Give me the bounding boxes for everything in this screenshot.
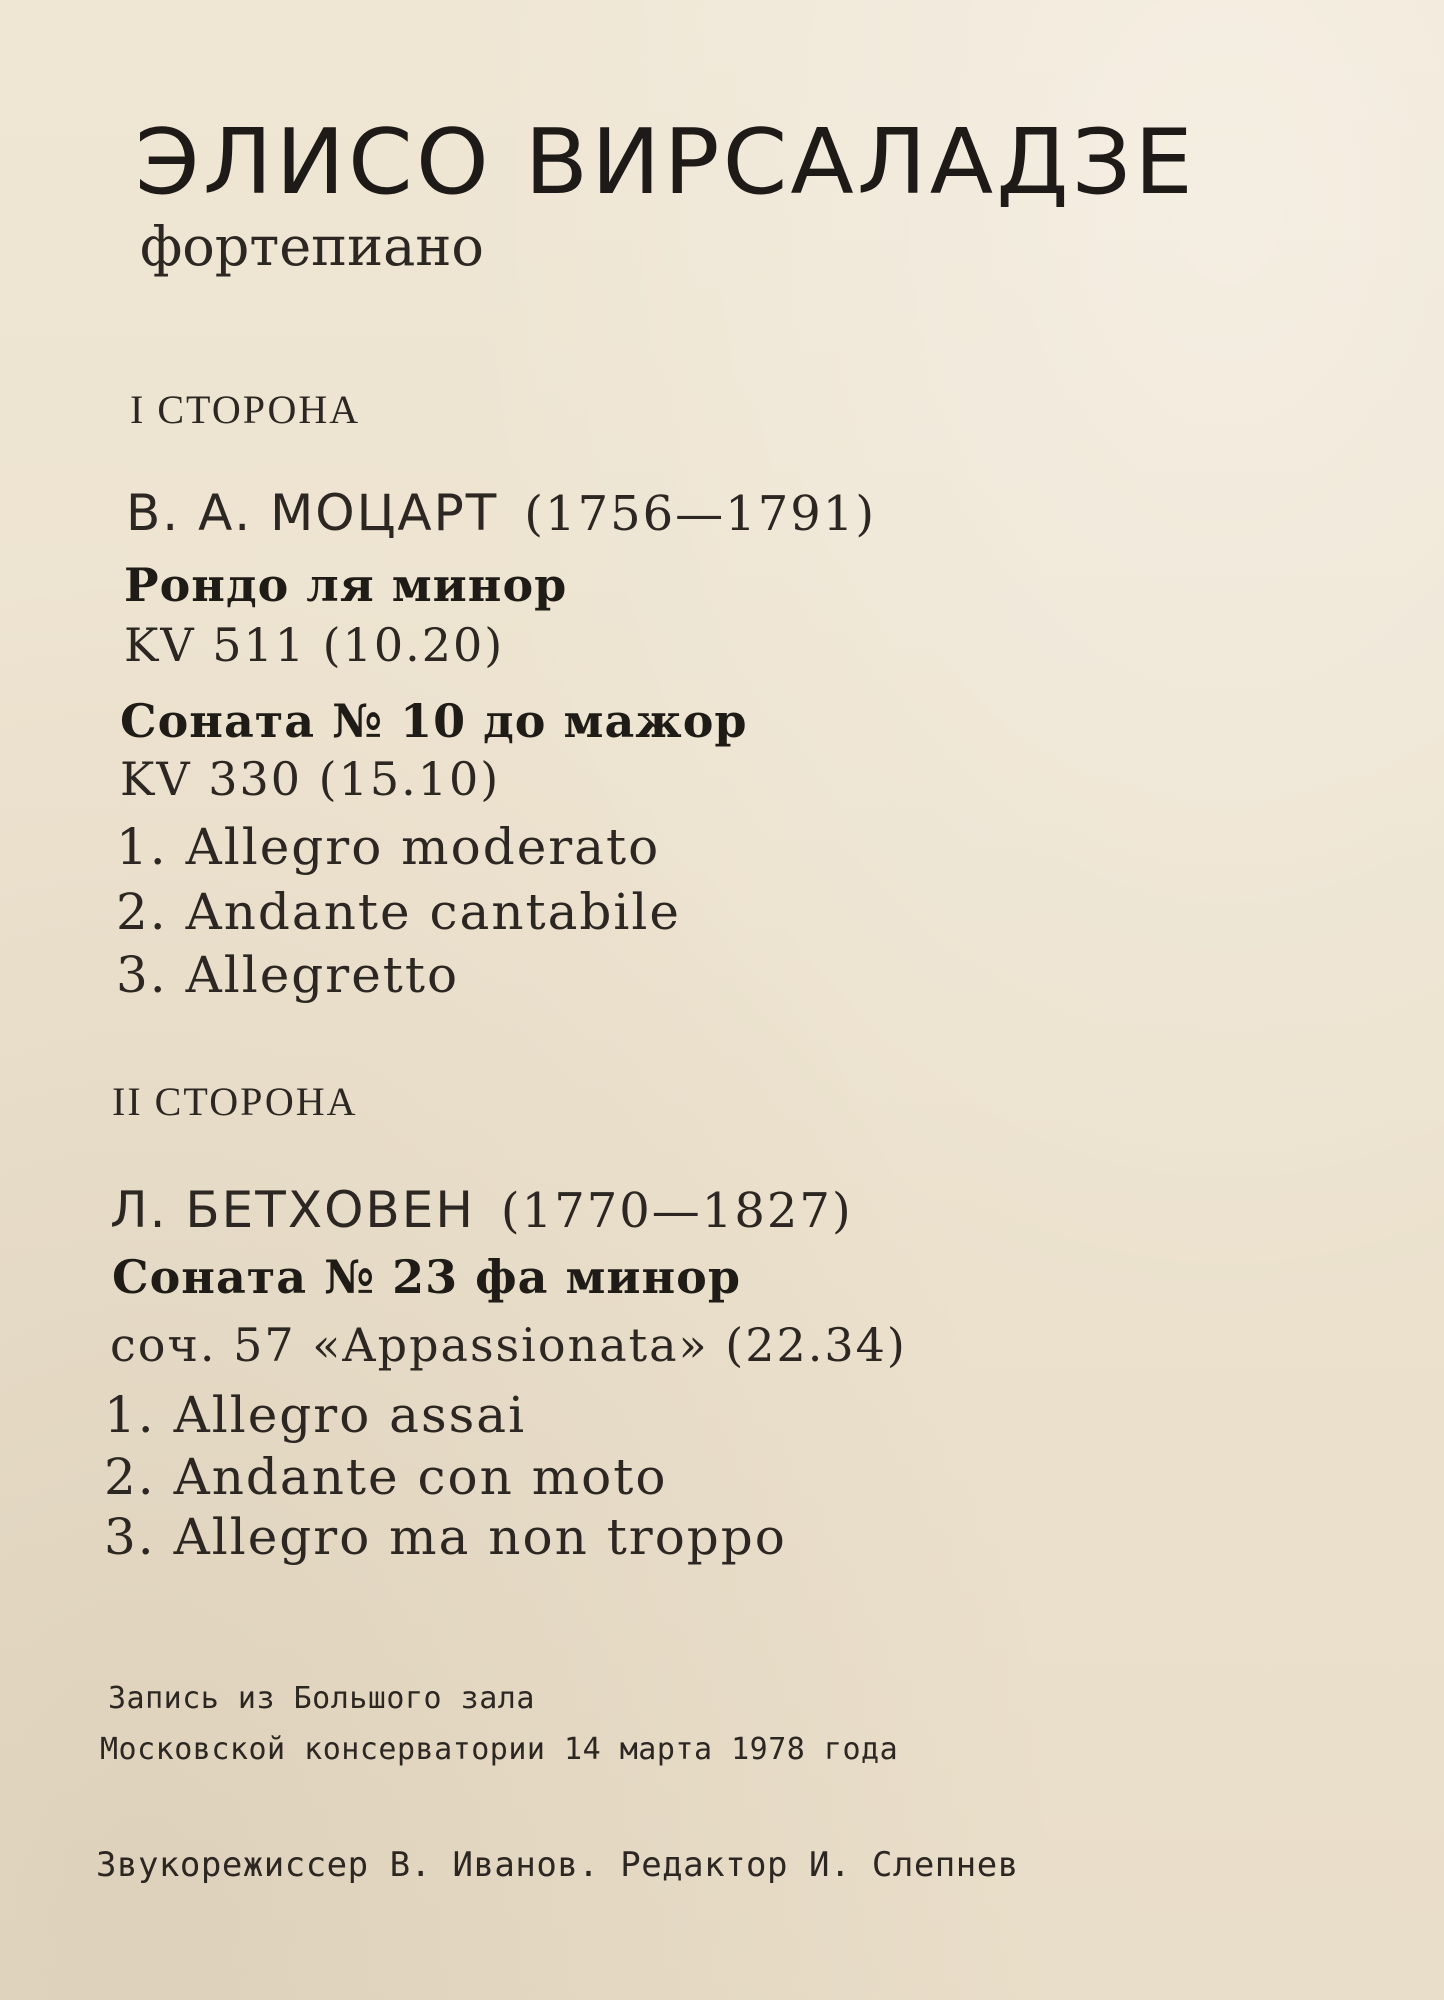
movement-item: 3. Allegretto xyxy=(116,946,460,1004)
composer-name: Л. БЕТХОВЕН xyxy=(110,1181,475,1239)
work-catalog: KV 511 (10.20) xyxy=(124,618,505,672)
side-two-heading: II СТОРОНА xyxy=(112,1079,358,1124)
movement-item: 2. Andante cantabile xyxy=(116,883,681,941)
production-credits: Звукорежиссер В. Иванов. Редактор И. Слепнев xyxy=(96,1845,1019,1885)
composer-mozart xyxy=(126,484,877,542)
movement-item: 3. Allegro ma non troppo xyxy=(104,1508,787,1566)
composer-beethoven xyxy=(110,1181,853,1239)
movement-item: 1. Allegro moderato xyxy=(116,818,661,876)
work-catalog: соч. 57 «Appassionata» (22.34) xyxy=(110,1318,907,1372)
artist-name: ЭЛИСО ВИРСАЛАДЗЕ xyxy=(135,110,1196,215)
recording-note-line: Запись из Большого зала xyxy=(108,1681,535,1716)
work-title: Рондо ля минор xyxy=(124,558,568,612)
work-title: Соната № 10 до мажор xyxy=(120,694,748,748)
composer-years: (1756—1791) xyxy=(524,486,877,542)
movement-item: 1. Allegro assai xyxy=(104,1386,527,1444)
side-one-heading: I СТОРОНА xyxy=(130,387,361,432)
work-title: Соната № 23 фа минор xyxy=(112,1250,742,1304)
composer-name: В. А. МОЦАРТ xyxy=(126,484,499,542)
work-catalog: KV 330 (15.10) xyxy=(120,752,501,806)
composer-years: (1770—1827) xyxy=(500,1183,853,1239)
movement-item: 2. Andante con moto xyxy=(104,1448,668,1506)
recording-note-line: Московской консерватории 14 марта 1978 года xyxy=(100,1732,899,1767)
instrument-label: фортепиано xyxy=(140,215,484,278)
